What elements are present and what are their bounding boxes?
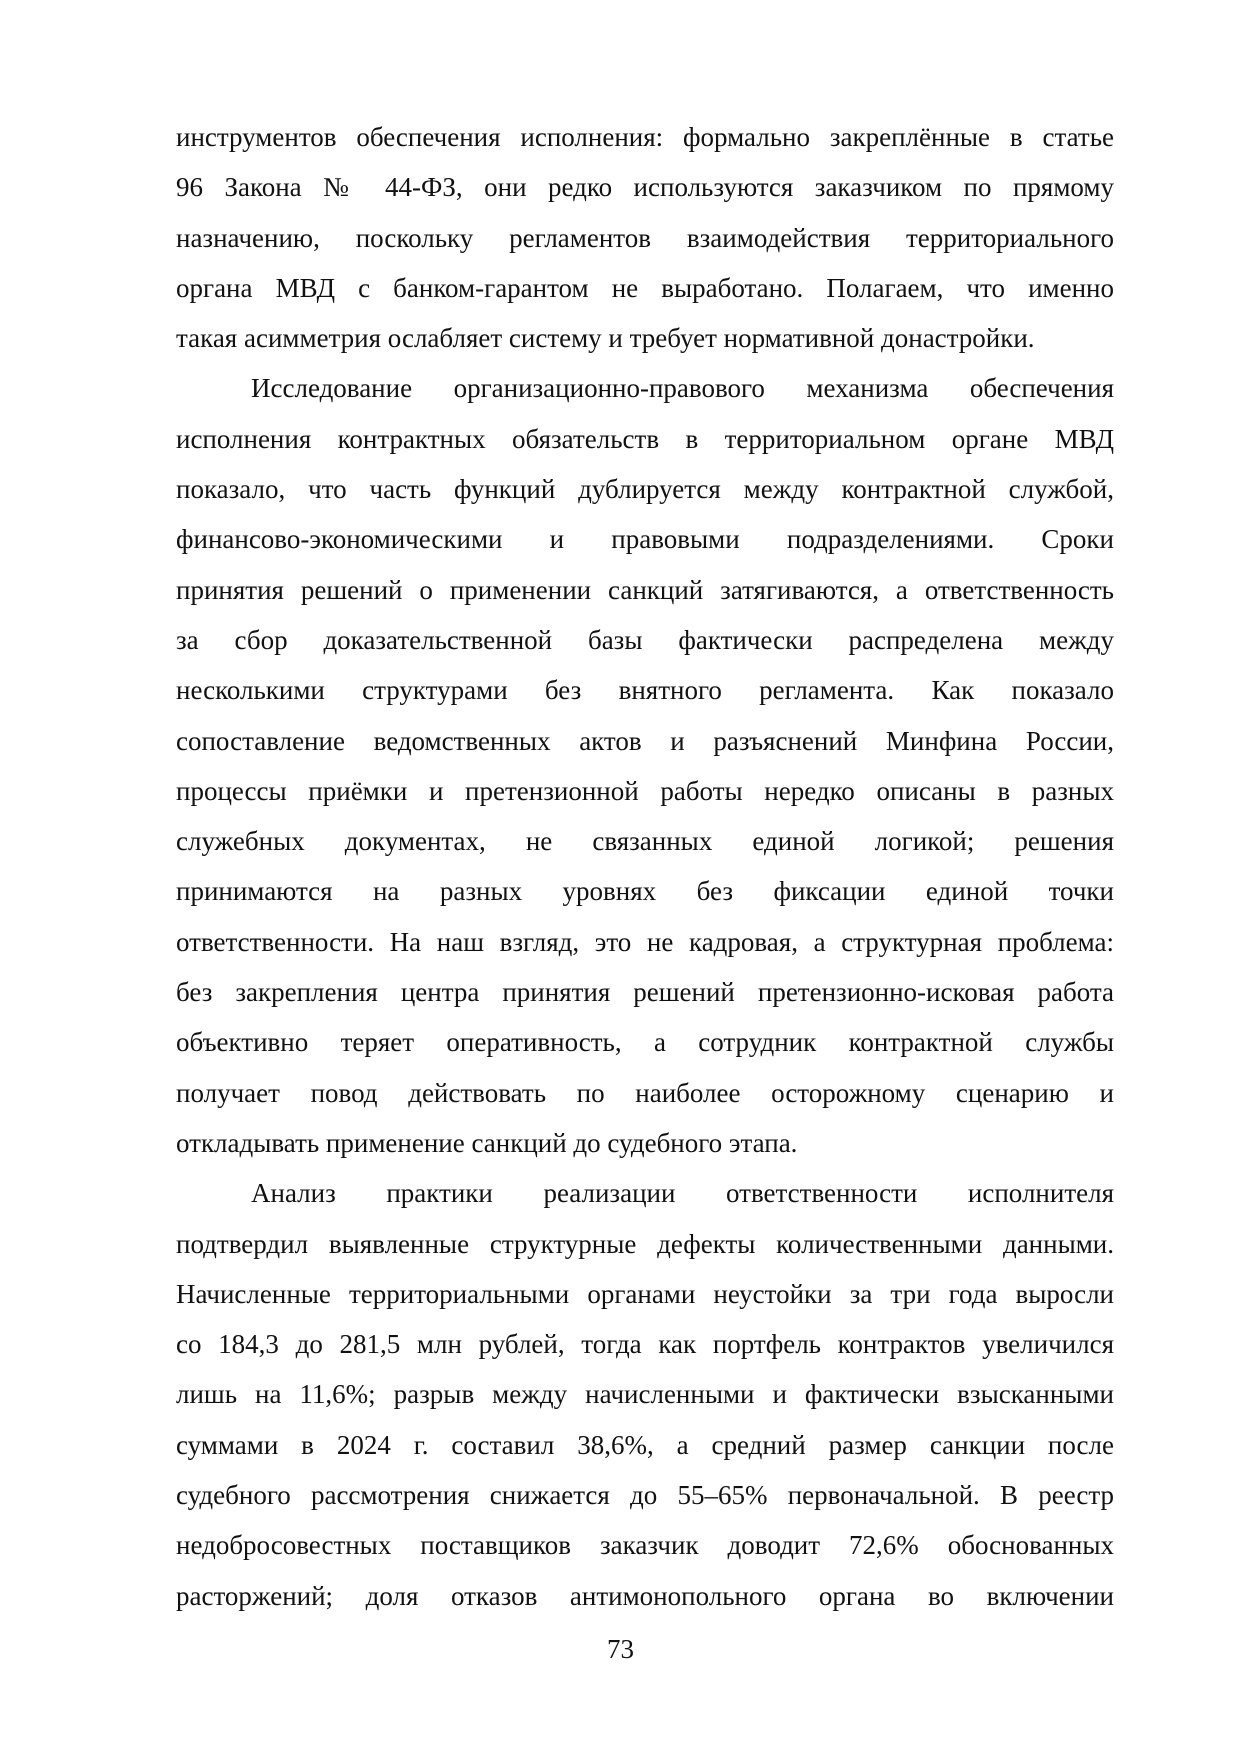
text-line: расторжений; доля отказов антимонопольного органа во включении [176, 1580, 1114, 1611]
text-line: принятия решений о применении санкций затягиваются, а ответственность [176, 574, 1114, 605]
text-line: такая асимметрия ослабляет систему и требует нормативной донастройки. [176, 323, 1035, 354]
text-line: сопоставление ведомственных актов и разъяснений Минфина России, [176, 725, 1114, 756]
text-line: ответственности. На наш взгляд, это не кадровая, а структурная проблема: [176, 926, 1114, 957]
text-line: судебного рассмотрения снижается до 55–65% первоначальной. В реестр [176, 1480, 1114, 1511]
text-line: подтвердил выявленные структурные дефекты количественными данными. [176, 1228, 1114, 1259]
text-line: недобросовестных поставщиков заказчик доводит 72,6% обоснованных [176, 1530, 1114, 1561]
text-line: принимаются на разных уровнях без фиксации единой точки [176, 876, 1114, 907]
paragraph-2 [176, 363, 1114, 1168]
paragraph-3 [176, 1168, 1114, 1621]
text-line: назначению, поскольку регламентов взаимодействия территориального [176, 222, 1114, 253]
text-line: суммами в 2024 г. составил 38,6%, а средний размер санкции после [176, 1429, 1114, 1460]
text-line: исполнения контрактных обязательств в территориальном органе МВД [176, 423, 1114, 454]
body-text [176, 112, 1114, 1621]
text-line: без закрепления центра принятия решений претензионно-исковая работа [176, 977, 1114, 1008]
text-line: Исследование организационно-правового механизма обеспечения [251, 373, 1114, 404]
paragraph-1 [176, 112, 1114, 363]
text-line: процессы приёмки и претензионной работы нередко описаны в разных [176, 775, 1114, 806]
text-line: лишь на 11,6%; разрыв между начисленными и фактически взысканными [176, 1379, 1114, 1410]
text-line: объективно теряет оперативность, а сотрудник контрактной службы [176, 1027, 1114, 1058]
text-line: финансово-экономическими и правовыми подразделениями. Сроки [176, 524, 1114, 555]
text-line: получает повод действовать по наиболее осторожному сценарию и [176, 1077, 1114, 1108]
text-line: со 184,3 до 281,5 млн рублей, тогда как портфель контрактов увеличился [176, 1329, 1114, 1360]
page-number: 73 [607, 1634, 634, 1664]
text-line: несколькими структурами без внятного регламента. Как показало [176, 675, 1114, 706]
text-line: откладывать применение санкций до судебного этапа. [176, 1127, 798, 1158]
text-line: Анализ практики реализации ответственности исполнителя [251, 1178, 1114, 1209]
text-line: за сбор доказательственной базы фактически распределена между [176, 624, 1114, 655]
text-line: инструментов обеспечения исполнения: формально закреплённые в статье [176, 122, 1114, 152]
text-line: Начисленные территориальными органами неустойки за три года выросли [176, 1278, 1114, 1309]
text-line: показало, что часть функций дублируется между контрактной службой, [176, 474, 1114, 505]
text-line: органа МВД с банком-гарантом не выработано. Полагаем, что именно [176, 272, 1114, 303]
text-line: 96 Закона № 44-ФЗ, они редко используются заказчиком по прямому [176, 172, 1114, 203]
text-line: служебных документах, не связанных единой логикой; решения [176, 826, 1114, 857]
